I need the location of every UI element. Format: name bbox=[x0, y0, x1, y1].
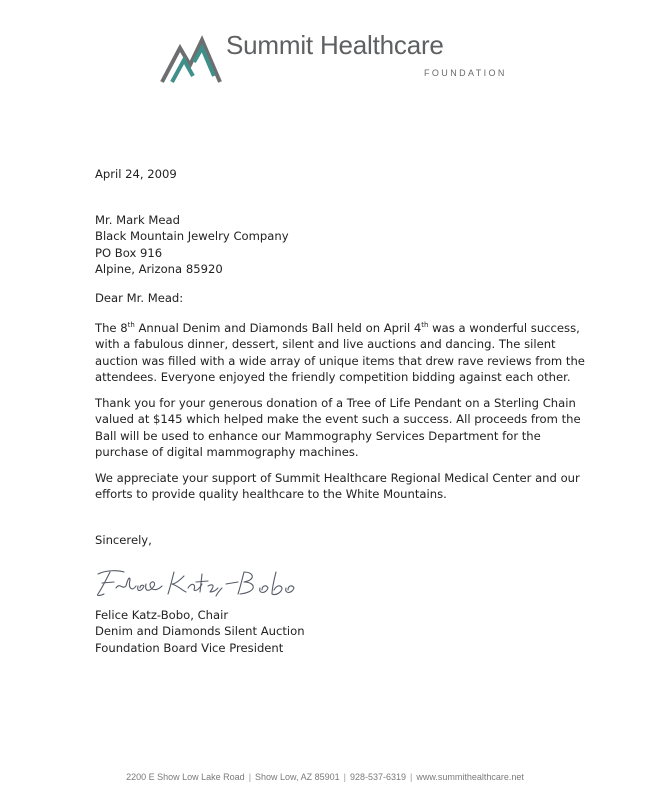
footer-city: Show Low, AZ 85901 bbox=[255, 772, 340, 782]
paragraph-1-text-c: was a wonderful success, with a fabulous dinner, dessert, silent and live auctions and dancing. The silent auction was filled with a wide array of unique items that drew rave reviews from the attendees. Everyone enjoyed the friendly competition bidding against each other. bbox=[95, 321, 585, 384]
letterhead bbox=[160, 22, 520, 92]
recipient-address bbox=[95, 212, 585, 277]
recipient-address-line1: PO Box 916 bbox=[95, 245, 163, 260]
footer-website: www.summithealthcare.net bbox=[416, 772, 524, 782]
paragraph-2: Thank you for your generous donation of a Tree of Life Pendant on a Sterling Chain valued at $145 which helped make the event such a success. All proceeds from the Ball will be used to enhance our Mammography Services Department for the purchase of digital mammography machines. bbox=[95, 396, 581, 459]
recipient-name: Mr. Mark Mead bbox=[95, 213, 180, 227]
signer-name-title: Felice Katz-Bobo, Chair bbox=[95, 608, 229, 622]
organization-subtitle: FOUNDATION bbox=[424, 68, 507, 78]
recipient-address-line2: Alpine, Arizona 85920 bbox=[95, 261, 223, 276]
ordinal-suffix: th bbox=[127, 321, 135, 330]
signer-role: Denim and Diamonds Silent Auction bbox=[95, 624, 305, 639]
ordinal-suffix: th bbox=[421, 321, 429, 330]
salutation: Dear Mr. Mead: bbox=[95, 291, 184, 305]
handwritten-signature bbox=[92, 566, 307, 600]
paragraph-1-text-a: The 8 bbox=[95, 321, 128, 335]
footer-address: 2200 E Show Low Lake Road bbox=[126, 772, 245, 782]
footer-separator: | bbox=[410, 772, 413, 782]
footer-separator: | bbox=[343, 772, 346, 782]
recipient-company: Black Mountain Jewelry Company bbox=[95, 229, 289, 244]
footer-separator: | bbox=[248, 772, 252, 782]
letter-date: April 24, 2009 bbox=[95, 167, 177, 181]
signer-board-role: Foundation Board Vice President bbox=[95, 640, 284, 655]
paragraph-3: We appreciate your support of Summit Healthcare Regional Medical Center and our efforts to provide quality healthcare to the White Mountains. bbox=[95, 471, 580, 502]
organization-name: Summit Healthcare bbox=[226, 30, 444, 60]
signer-block bbox=[95, 607, 585, 656]
paragraph-1-text-b: Annual Denim and Diamonds Ball held on April 4 bbox=[134, 321, 422, 335]
mountain-logo-icon bbox=[160, 32, 222, 84]
paragraph-1 bbox=[95, 320, 585, 385]
closing: Sincerely, bbox=[95, 533, 152, 547]
footer-phone: 928-537-6319 bbox=[349, 772, 406, 782]
footer-contact bbox=[0, 772, 650, 782]
